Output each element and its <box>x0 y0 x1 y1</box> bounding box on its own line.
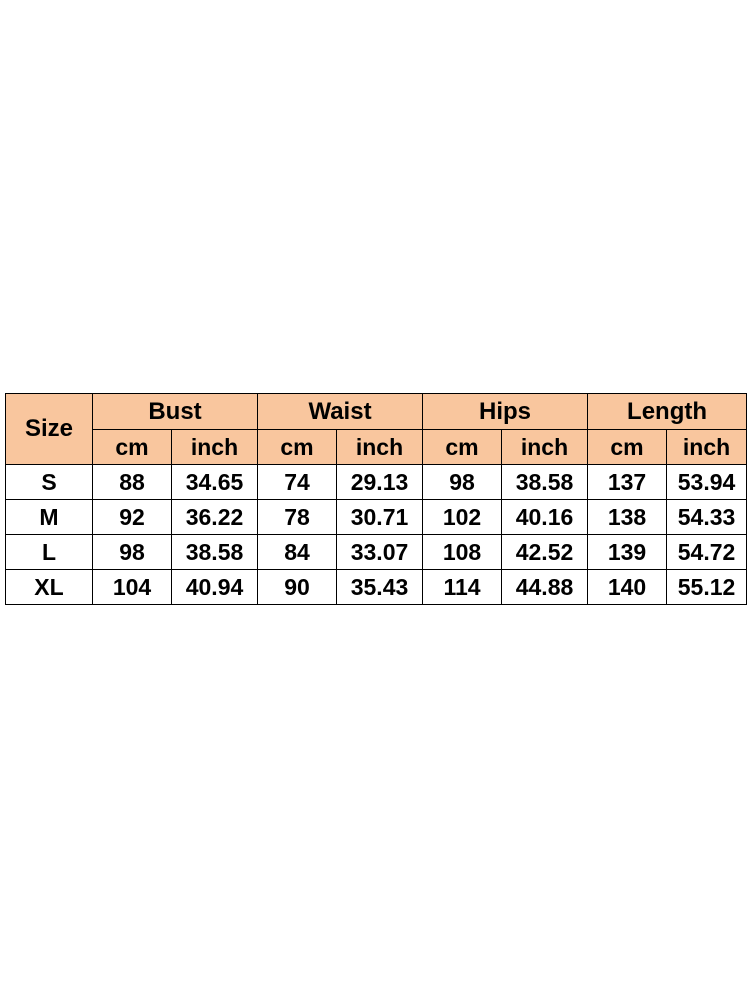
value-cell: 54.72 <box>667 535 747 570</box>
size-cell: XL <box>6 570 93 605</box>
value-cell: 38.58 <box>502 465 588 500</box>
value-cell: 98 <box>423 465 502 500</box>
size-chart-table <box>5 393 747 605</box>
table-row <box>6 465 747 500</box>
unit-header: cm <box>93 430 172 465</box>
value-cell: 90 <box>258 570 337 605</box>
value-cell: 53.94 <box>667 465 747 500</box>
value-cell: 98 <box>93 535 172 570</box>
value-cell: 102 <box>423 500 502 535</box>
value-cell: 74 <box>258 465 337 500</box>
value-cell: 44.88 <box>502 570 588 605</box>
value-cell: 33.07 <box>337 535 423 570</box>
value-cell: 108 <box>423 535 502 570</box>
group-header-bust: Bust <box>93 394 258 430</box>
value-cell: 140 <box>588 570 667 605</box>
header-unit-row <box>6 430 747 465</box>
value-cell: 30.71 <box>337 500 423 535</box>
unit-header: cm <box>423 430 502 465</box>
unit-header: inch <box>667 430 747 465</box>
table-row <box>6 570 747 605</box>
size-cell: M <box>6 500 93 535</box>
group-header-length: Length <box>588 394 747 430</box>
group-header-hips: Hips <box>423 394 588 430</box>
value-cell: 84 <box>258 535 337 570</box>
value-cell: 40.16 <box>502 500 588 535</box>
group-header-waist: Waist <box>258 394 423 430</box>
value-cell: 40.94 <box>172 570 258 605</box>
value-cell: 42.52 <box>502 535 588 570</box>
table-row <box>6 535 747 570</box>
header-group-row <box>6 394 747 430</box>
unit-header: cm <box>258 430 337 465</box>
value-cell: 139 <box>588 535 667 570</box>
unit-header: inch <box>172 430 258 465</box>
size-header: Size <box>6 394 93 465</box>
value-cell: 29.13 <box>337 465 423 500</box>
value-cell: 88 <box>93 465 172 500</box>
table-row <box>6 500 747 535</box>
value-cell: 137 <box>588 465 667 500</box>
value-cell: 114 <box>423 570 502 605</box>
value-cell: 138 <box>588 500 667 535</box>
unit-header: inch <box>337 430 423 465</box>
value-cell: 92 <box>93 500 172 535</box>
value-cell: 55.12 <box>667 570 747 605</box>
value-cell: 38.58 <box>172 535 258 570</box>
unit-header: cm <box>588 430 667 465</box>
value-cell: 36.22 <box>172 500 258 535</box>
value-cell: 35.43 <box>337 570 423 605</box>
size-cell: S <box>6 465 93 500</box>
value-cell: 104 <box>93 570 172 605</box>
value-cell: 34.65 <box>172 465 258 500</box>
value-cell: 78 <box>258 500 337 535</box>
size-cell: L <box>6 535 93 570</box>
unit-header: inch <box>502 430 588 465</box>
value-cell: 54.33 <box>667 500 747 535</box>
